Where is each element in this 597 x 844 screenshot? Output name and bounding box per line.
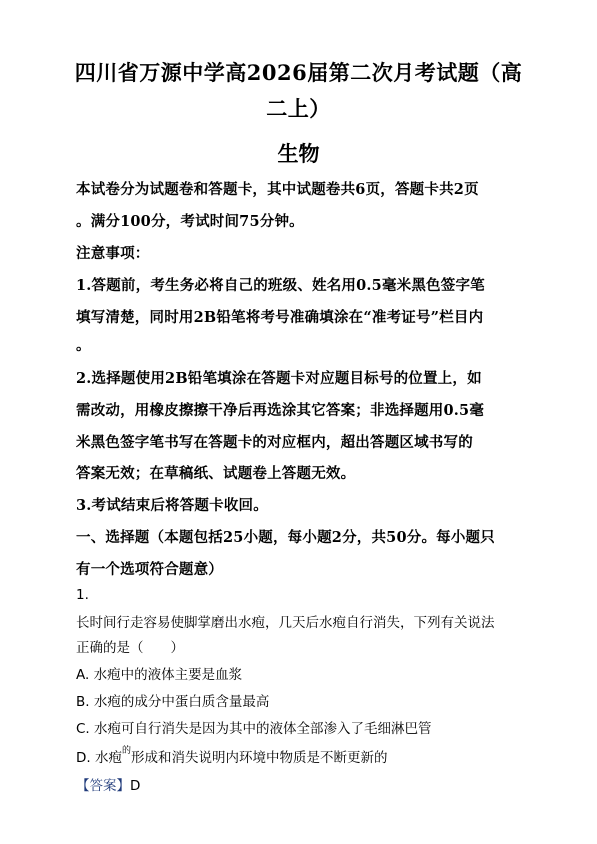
question-stem-line1: 长时间行走容易使脚掌磨出水疱，几天后水疱自行消失，下列有关说法 xyxy=(76,615,495,631)
question-stem-line2: 正确的是（ ） xyxy=(76,640,184,656)
option-b: B. 水疱的成分中蛋白质含量最高 xyxy=(76,694,270,710)
subject-title: 生物 xyxy=(277,141,320,166)
note1-line1: 1.答题前，考生务必将自己的班级、姓名用0.5毫米黑色签字笔 xyxy=(76,277,485,294)
option-a: A. 水疱中的液体主要是血浆 xyxy=(76,667,243,683)
answer-line xyxy=(76,774,140,794)
note2-line3: 米黑色签字笔书写在答题卡的对应框内，超出答题区域书写的 xyxy=(76,434,473,451)
option-d xyxy=(76,746,388,766)
note2-line4: 答案无效；在草稿纸、试题卷上答题无效。 xyxy=(76,465,356,482)
exam-title-line2: 二上） xyxy=(266,96,331,121)
note2-line1: 2.选择题使用2B铅笔填涂在答题卡对应题目标号的位置上，如 xyxy=(76,370,482,387)
exam-title-line1: 四川省万源中学高2026届第二次月考试题（高 xyxy=(74,60,523,85)
intro-line1: 本试卷分为试题卷和答题卡，其中试题卷共6页，答题卡共2页 xyxy=(76,181,479,198)
note3: 3.考试结束后将答题卡收回。 xyxy=(76,497,268,514)
note1-line2: 填写清楚，同时用2B铅笔将考号准确填涂在“准考证号”栏目内 xyxy=(76,309,484,326)
section-heading-line1: 一、选择题（本题包括25小题，每小题2分，共50分。每小题只 xyxy=(76,529,495,546)
note1-line3: 。 xyxy=(76,337,91,354)
option-c: C. 水疱可自行消失是因为其中的液体全部渗入了毛细淋巴管 xyxy=(76,721,432,737)
section-heading-line2: 有一个选项符合题意） xyxy=(76,561,223,578)
notes-heading: 注意事项： xyxy=(76,245,150,262)
answer-value: D xyxy=(130,778,141,794)
option-d-superscript: 的 xyxy=(121,746,131,756)
question-number: 1. xyxy=(76,587,89,603)
option-d-prefix: D. 水疱 xyxy=(76,750,122,766)
option-d-text: 形成和消失说明内环境中物质是不断更新的 xyxy=(131,750,388,766)
intro-line2: 。满分100分，考试时间75分钟。 xyxy=(76,213,304,230)
answer-label: 【答案】 xyxy=(76,778,130,794)
note2-line2: 需改动，用橡皮擦擦干净后再选涂其它答案；非选择题用0.5毫 xyxy=(76,402,485,419)
